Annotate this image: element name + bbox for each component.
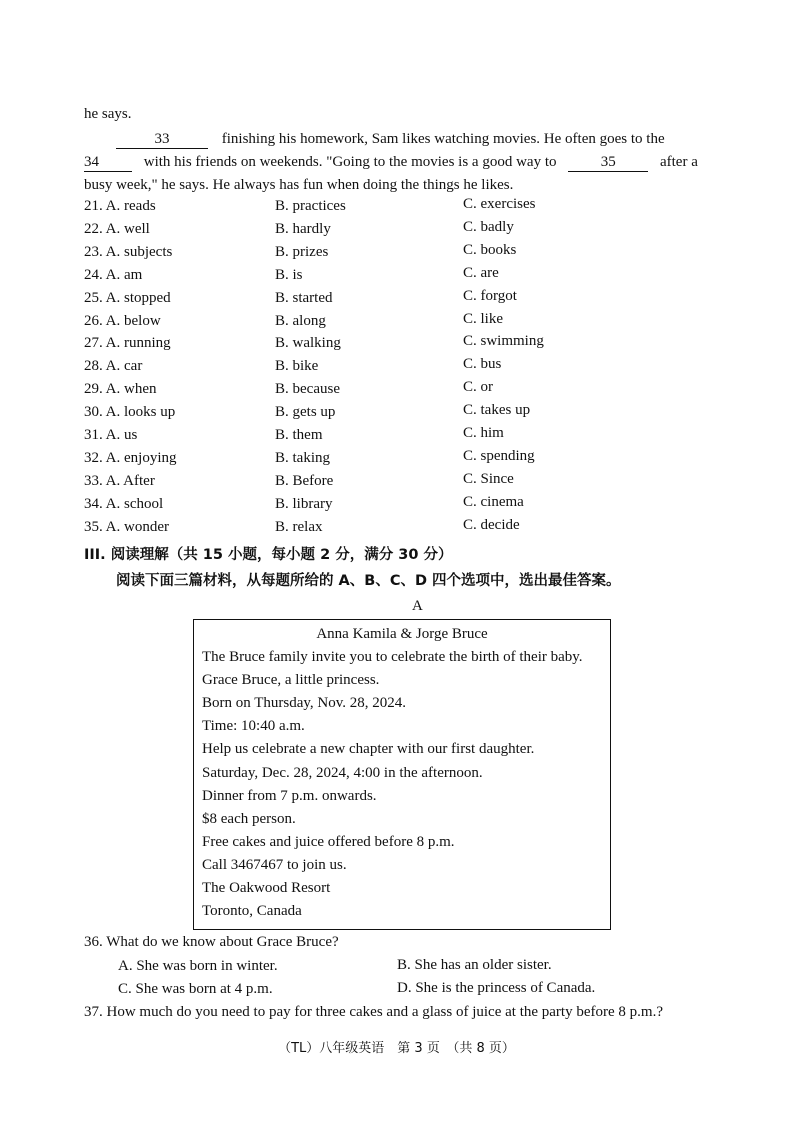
option-35-b: B. relax [275, 518, 323, 535]
option-28-b: B. bike [275, 358, 319, 375]
option-34-b: B. library [275, 495, 333, 512]
option-34-c: C. cinema [463, 493, 524, 510]
invitation-line: Dinner from 7 p.m. onwards. [202, 787, 377, 804]
blank-33: 33 [116, 131, 208, 149]
blank-35: 35 [568, 154, 648, 172]
option-24-b: B. is [275, 266, 303, 283]
passage-line-2-text: with his friends on weekends. "Going to the movies is a good way to [143, 154, 557, 170]
blank-34: 34 [84, 154, 132, 172]
invitation-line: The Bruce family invite you to celebrate the birth of their baby. [202, 649, 583, 665]
option-25-c: C. forgot [463, 287, 517, 304]
invitation-line: Toronto, Canada [202, 903, 302, 920]
option-31-b: B. them [275, 427, 323, 443]
option-27-a: 27. A. running [84, 335, 171, 352]
invitation-line: Born on Thursday, Nov. 28, 2024. [202, 695, 407, 712]
question-36-option-c: C. She was born at 4 p.m. [118, 981, 273, 997]
option-21-c: C. exercises [463, 196, 536, 212]
passage-line-1 [84, 131, 665, 149]
option-23-c: C. books [463, 241, 517, 258]
option-23-a: 23. A. subjects [84, 243, 173, 260]
option-31-c: C. him [463, 425, 504, 441]
option-22-a: 22. A. well [84, 220, 150, 237]
invitation-line: Grace Bruce, a little princess. [202, 672, 380, 689]
intro-tail-text: he says. [84, 106, 132, 122]
invitation-line: Time: 10:40 a.m. [202, 718, 305, 735]
option-28-a: 28. A. car [84, 358, 143, 375]
section-3-heading: III. 阅读理解（共 15 小题，每小题 2 分，满分 30 分） [84, 547, 453, 563]
option-21-a: 21. A. reads [84, 198, 156, 214]
option-32-a: 32. A. enjoying [84, 449, 177, 466]
option-26-c: C. like [463, 310, 503, 327]
option-32-c: C. spending [463, 447, 535, 464]
option-30-c: C. takes up [463, 402, 531, 419]
invitation-line: Saturday, Dec. 28, 2024, 4:00 in the afternoon. [202, 764, 483, 781]
option-29-a: 29. A. when [84, 381, 157, 398]
passage-line-2-end: after a [659, 154, 698, 170]
invitation-line: $8 each person. [202, 810, 296, 827]
passage-line-2 [84, 154, 698, 172]
option-30-a: 30. A. looks up [84, 404, 176, 421]
passage-line-1-text: finishing his homework, Sam likes watching movies. He often goes to the [221, 131, 665, 147]
option-30-b: B. gets up [275, 404, 336, 421]
option-31-a: 31. A. us [84, 427, 138, 443]
invitation-title: Anna Kamila & Jorge Bruce [316, 626, 488, 642]
page-footer: （TL）八年级英语 第 3 页 （共 8 页） [278, 1041, 515, 1056]
option-22-b: B. hardly [275, 220, 331, 237]
question-36-stem: 36. What do we know about Grace Bruce? [84, 934, 339, 950]
option-24-c: C. are [463, 264, 499, 281]
invitation-box [193, 619, 611, 930]
option-35-c: C. decide [463, 516, 520, 533]
option-27-c: C. swimming [463, 333, 544, 350]
invitation-line: Help us celebrate a new chapter with our first daughter. [202, 741, 535, 758]
invitation-line: Free cakes and juice offered before 8 p.m. [202, 833, 455, 850]
question-36-option-a: A. She was born in winter. [118, 958, 278, 974]
invitation-line: The Oakwood Resort [202, 880, 331, 896]
option-33-c: C. Since [463, 470, 514, 487]
question-37-stem: 37. How much do you need to pay for three cakes and a glass of juice at the party before 8 p.m.? [84, 1004, 663, 1020]
option-27-b: B. walking [275, 335, 341, 352]
option-28-c: C. bus [463, 356, 502, 373]
question-36-option-b: B. She has an older sister. [397, 957, 552, 973]
option-33-b: B. Before [275, 472, 334, 489]
passage-line-3: busy week," he says. He always has fun when doing the things he likes. [84, 177, 514, 193]
option-25-b: B. started [275, 289, 333, 306]
option-26-a: 26. A. below [84, 312, 161, 329]
option-29-b: B. because [275, 381, 340, 398]
invitation-line: Call 3467467 to join us. [202, 856, 347, 873]
question-36-option-d: D. She is the princess of Canada. [397, 980, 596, 996]
option-29-c: C. or [463, 379, 493, 396]
part-label: A [412, 598, 423, 614]
option-25-a: 25. A. stopped [84, 289, 171, 306]
option-24-a: 24. A. am [84, 266, 143, 283]
option-33-a: 33. A. After [84, 472, 155, 489]
option-22-c: C. badly [463, 218, 514, 235]
option-34-a: 34. A. school [84, 495, 164, 512]
option-23-b: B. prizes [275, 243, 329, 260]
option-32-b: B. taking [275, 449, 330, 466]
option-21-b: B. practices [275, 198, 346, 214]
option-26-b: B. along [275, 312, 326, 329]
option-35-a: 35. A. wonder [84, 518, 169, 535]
section-3-instruction: 阅读下面三篇材料，从每题所给的 A、B、C、D 四个选项中，选出最佳答案。 [116, 573, 621, 589]
